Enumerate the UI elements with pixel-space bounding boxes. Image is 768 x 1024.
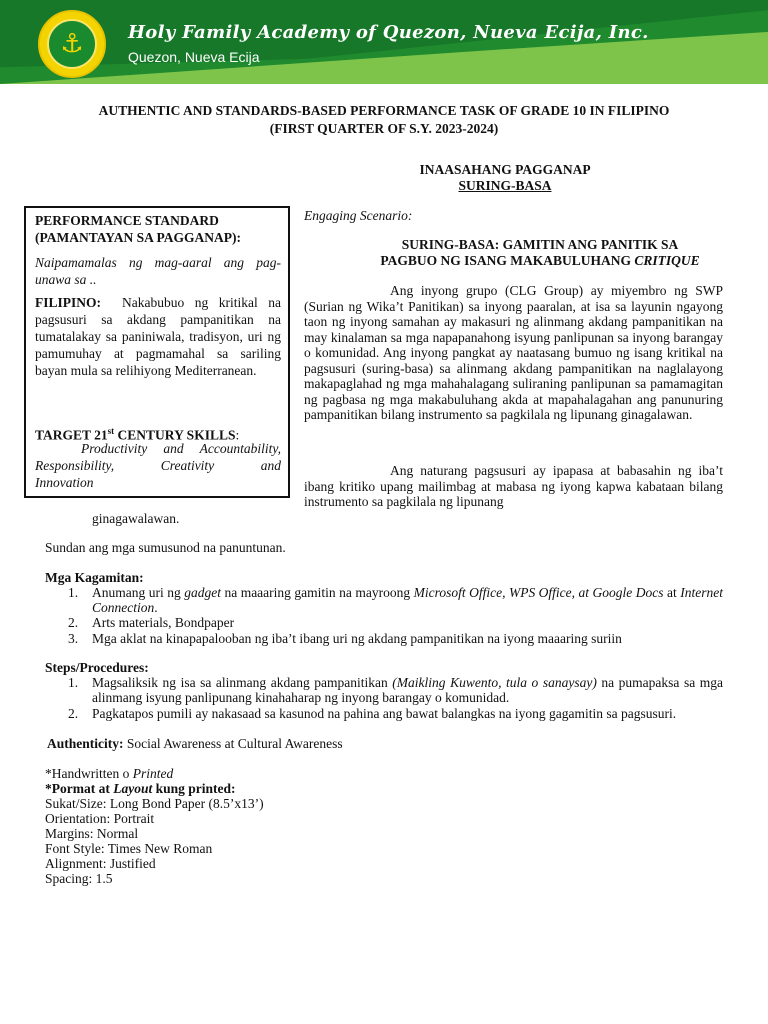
- format-spacing: Spacing: 1.5: [45, 871, 113, 886]
- section-subtitle: SURING-BASA: [458, 178, 552, 193]
- handwritten-line: *Handwritten o Printed: [45, 766, 174, 781]
- skills-label: TARGET 21: [35, 427, 108, 443]
- list-item: Pagkatapos pumili ay nakasaad sa kasunod na pahina ang bawat balangkas na iyong gagamitin sa pagsusuri.: [92, 706, 677, 721]
- authenticity-text: Social Awareness at Cultural Awareness: [123, 736, 343, 751]
- format-font-style: Font Style: Times New Roman: [45, 841, 213, 856]
- list-item: Magsaliksik ng isa sa alinmang akdang pampanitikan (Maikling Kuwento, tula o sanaysay) na pumapaksa sa mga alinmang isyung panlipunang kinahaharap ng inyong barangay o komunidad.: [92, 675, 723, 705]
- box-heading-1: PERFORMANCE STANDARD: [35, 213, 219, 228]
- format-alignment: Alignment: Justified: [45, 856, 156, 871]
- box-intro: Naipamamalas ng mag-aaral ang pag-unawa sa ..: [35, 255, 281, 287]
- list-item: Anumang uri ng gadget na maaaring gamitin na mayroong Microsoft Office, WPS Office, at Google Docs at Internet Connection.: [92, 585, 723, 615]
- list-number: 2.: [68, 706, 79, 721]
- scenario-paragraph-1: Ang inyong grupo (CLG Group) ay miyembro ng SWP (Surian ng Wika’t Panitikan) sa inyong paaralan, at isa sa layunin ngayong taon ng inyong samahan ay makasuri ng alinmang akdang pampanitikan na may kinalaman sa mga napapanahong isyung panlipunan sa inyong barangay o komunidad. Ang inyong pangkat ay naatasang bumuo ng isang kritikal na pagsusuri (suring-basa) sa alinmang akdang pampanitikan na naglalayong makapaglahad ng mga mahahalagang suliraning panlipunan sa pamamagitan ng pagbasa ng mga makabuluhang akda at mapahalagahan ang panunuring pampanitikan bilang instrumento sa pagkilala ng lipunang ginagalawan.: [304, 283, 723, 422]
- anchor-icon: ⚓: [47, 19, 97, 69]
- authenticity-label: Authenticity:: [47, 736, 124, 751]
- skills-colon: :: [235, 427, 240, 443]
- format-heading: *Pormat at Layout kung printed:: [45, 781, 236, 796]
- list-number: 1.: [68, 585, 79, 600]
- document-title: AUTHENTIC AND STANDARDS-BASED PERFORMANCE TASK OF GRADE 10 IN FILIPINO: [98, 103, 670, 118]
- format-size: Sukat/Size: Long Bond Paper (8.5’x13’): [45, 796, 264, 811]
- skills-text-last: Innovation: [35, 475, 94, 490]
- subtitle-text: PAGBUO NG ISANG MAKABULUHANG: [380, 253, 635, 268]
- skills-sup: st: [107, 426, 115, 436]
- school-name: Holy Family Academy of Quezon, Nueva Ecija, Inc.: [128, 22, 649, 43]
- materials-heading: Mga Kagamitan:: [45, 570, 144, 585]
- list-number: 3.: [68, 631, 79, 646]
- list-number: 1.: [68, 675, 79, 690]
- scenario-subtitle-2: [340, 253, 740, 269]
- authenticity-line: [47, 736, 343, 752]
- format-orientation: Orientation: Portrait: [45, 811, 155, 826]
- list-number: 2.: [68, 615, 79, 630]
- steps-heading: Steps/Procedures:: [45, 660, 149, 675]
- school-location: Quezon, Nueva Ecija: [128, 49, 260, 65]
- section-title: INAASAHANG PAGGANAP: [419, 162, 591, 177]
- list-item: Arts materials, Bondpaper: [92, 615, 235, 630]
- list-item: Mga aklat na kinapapalooban ng iba’t ibang uri ng akdang pampanitikan na iyong maaaring suriin: [92, 631, 622, 646]
- box-heading-2: (PAMANTAYAN SA PAGGANAP):: [35, 230, 241, 245]
- format-margins: Margins: Normal: [45, 826, 139, 841]
- document-subtitle: (FIRST QUARTER OF S.Y. 2023-2024): [269, 121, 499, 136]
- filipino-text: Nakabubuo ng kritikal na pagsusuri sa akdang pampanitikan na tumatalakay sa paniniwala, tradisyon, uri ng pamumuhay at pagmamahal sa sariling bayan mula sa relihiyong Mediterranean.: [35, 295, 282, 378]
- box-filipino-paragraph: [35, 294, 281, 379]
- skills-text-main: Productivity and Accountability, Responsibility, Creativity and: [35, 441, 281, 473]
- follow-instruction: Sundan ang mga sumusunod na panuntunan.: [45, 540, 286, 555]
- scenario-label: Engaging Scenario:: [304, 208, 413, 223]
- skills-label-rest: CENTURY SKILLS: [114, 427, 236, 443]
- subtitle-critique: CRITIQUE: [634, 253, 700, 268]
- scenario-subtitle-1: SURING-BASA: GAMITIN ANG PANITIK SA: [401, 237, 679, 252]
- filipino-label: FILIPINO:: [35, 295, 102, 310]
- scenario-paragraph-end: ginagawalawan.: [92, 511, 180, 526]
- scenario-paragraph-2: Ang naturang pagsusuri ay ipapasa at babasahin ng iba’t ibang kritiko upang mailimbag at mabasa ng iyong kapwa kabataan bilang instrumento sa pagkilala ng lipunang: [304, 463, 723, 509]
